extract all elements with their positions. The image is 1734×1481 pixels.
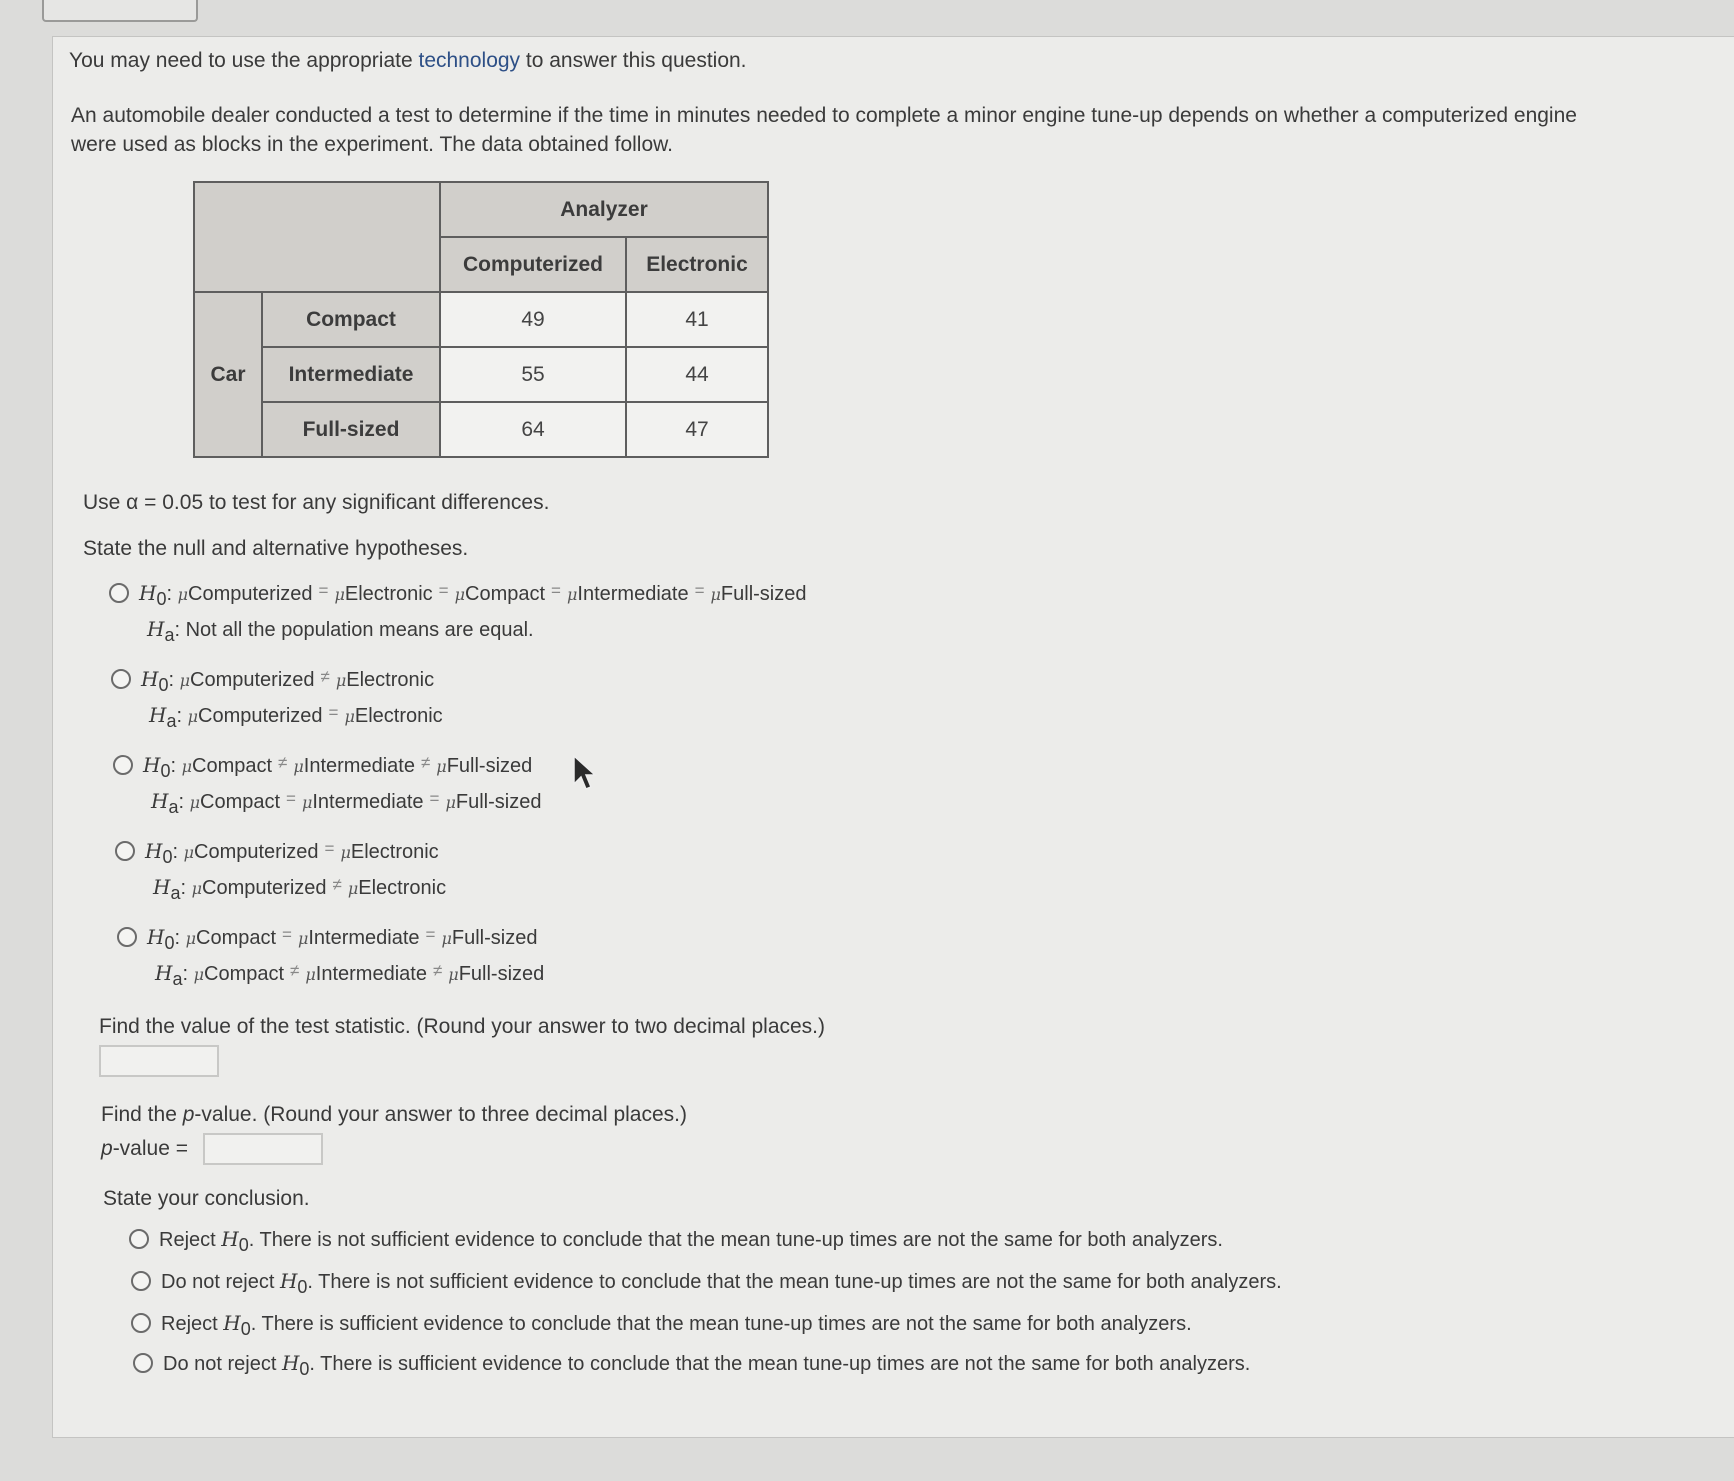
hypothesis-option-4[interactable]: H0: μComputerized = μElectronic: [115, 839, 439, 864]
hypothesis-option-2-ha: Ha: μComputerized = μElectronic: [149, 703, 443, 731]
column-header: Electronic: [626, 237, 768, 292]
top-tab: [42, 0, 198, 22]
conclusion-option-1[interactable]: Reject H0. There is not sufficient evidence to conclude that the mean tune-up times are not the same for both analyzers.: [129, 1227, 1223, 1252]
radio-button[interactable]: [111, 669, 131, 689]
conclusion-prompt: State your conclusion.: [103, 1187, 310, 1210]
problem-text: An automobile dealer conducted a test to determine if the time in minutes needed to complete a minor engine tune-up depends on whether a computerized engine were used as blocks in the experiment. The data obtained follow.: [71, 104, 1577, 156]
hypothesis-option-1[interactable]: H0: μComputerized = μElectronic = μCompact = μIntermediate = μFull-sized: [109, 581, 806, 606]
pvalue-input[interactable]: [203, 1133, 323, 1165]
radio-button[interactable]: [129, 1229, 149, 1249]
hypothesis-option-5-ha: Ha: μCompact ≠ μIntermediate ≠ μFull-sized: [155, 961, 545, 989]
hypothesis-option-4-ha: Ha: μComputerized ≠ μElectronic: [153, 875, 447, 903]
radio-button[interactable]: [131, 1313, 151, 1333]
hypotheses-prompt: State the null and alternative hypotheses.: [83, 537, 469, 560]
question-panel: [52, 36, 1734, 1438]
pvalue-label: p-value =: [101, 1137, 188, 1160]
conclusion-option-4[interactable]: Do not reject H0. There is sufficient evidence to conclude that the mean tune-up times are not the same for both analyzers.: [133, 1351, 1250, 1376]
conclusion-option-3[interactable]: Reject H0. There is sufficient evidence to conclude that the mean tune-up times are not the same for both analyzers.: [131, 1311, 1192, 1336]
table-cell: 47: [626, 402, 768, 457]
table-cell: 64: [440, 402, 626, 457]
hypothesis-option-1-ha: Ha: Not all the population means are equal.: [147, 617, 534, 645]
car-header: Car: [194, 292, 262, 457]
row-header: Full-sized: [262, 402, 440, 457]
column-header: Computerized: [440, 237, 626, 292]
radio-button[interactable]: [113, 755, 133, 775]
alpha-text: Use α = 0.05 to test for any significant differences.: [83, 491, 550, 514]
table-cell: 41: [626, 292, 768, 347]
table-cell: 49: [440, 292, 626, 347]
intro-line: You may need to use the appropriate technology to answer this question.: [69, 49, 747, 72]
radio-button[interactable]: [109, 583, 129, 603]
pvalue-prompt: Find the p-value. (Round your answer to three decimal places.): [101, 1103, 687, 1126]
radio-button[interactable]: [117, 927, 137, 947]
row-header: Intermediate: [262, 347, 440, 402]
radio-button[interactable]: [131, 1271, 151, 1291]
mouse-cursor-icon: [572, 754, 598, 792]
hypothesis-option-3-ha: Ha: μCompact = μIntermediate = μFull-sized: [151, 789, 542, 817]
conclusion-option-2[interactable]: Do not reject H0. There is not sufficient evidence to conclude that the mean tune-up times are not the same for both analyzers.: [131, 1269, 1282, 1294]
table-cell: 55: [440, 347, 626, 402]
hypothesis-option-3[interactable]: H0: μCompact ≠ μIntermediate ≠ μFull-sized: [113, 753, 532, 778]
test-statistic-input[interactable]: [99, 1045, 219, 1077]
technology-link[interactable]: technology: [418, 49, 521, 72]
table-corner: [194, 182, 440, 292]
test-statistic-prompt: Find the value of the test statistic. (Round your answer to two decimal places.): [99, 1015, 826, 1038]
radio-button[interactable]: [133, 1353, 153, 1373]
data-table: [193, 181, 769, 458]
hypothesis-option-5[interactable]: H0: μCompact = μIntermediate = μFull-sized: [117, 925, 537, 950]
radio-button[interactable]: [115, 841, 135, 861]
hypothesis-option-2[interactable]: H0: μComputerized ≠ μElectronic: [111, 667, 434, 692]
table-cell: 44: [626, 347, 768, 402]
analyzer-header: Analyzer: [440, 182, 768, 237]
row-header: Compact: [262, 292, 440, 347]
